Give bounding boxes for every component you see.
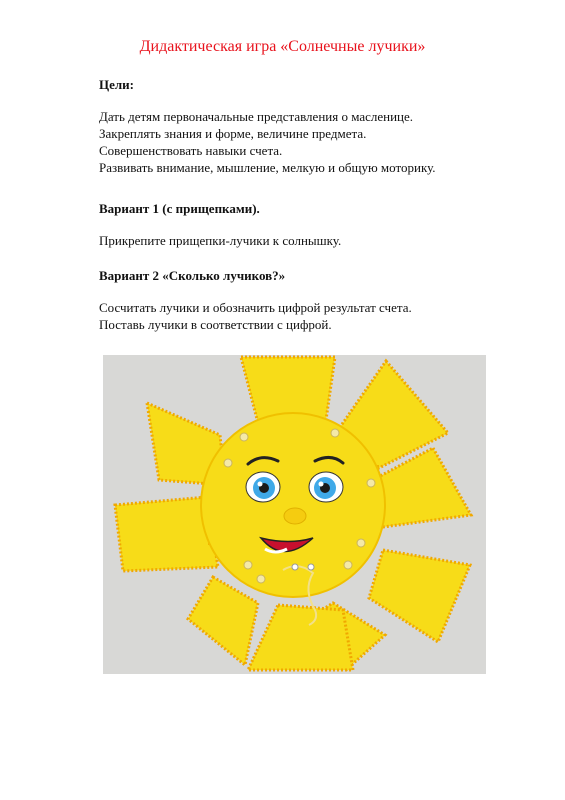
left-eye <box>246 472 280 502</box>
sun-ray <box>188 577 258 665</box>
sun-nose <box>284 508 306 524</box>
variant2-heading: Вариант 2 «Сколько лучиков?» <box>99 268 286 283</box>
variant1-heading: Вариант 1 (с прищепками). <box>99 201 260 216</box>
variant1-line: Прикрепите прищепки-лучики к солнышку. <box>99 233 342 248</box>
goals-list <box>99 108 436 176</box>
goal-line: Развивать внимание, мышление, мелкую и общую моторику. <box>99 160 436 175</box>
felt-sun-photo <box>103 355 486 674</box>
goal-line: Закреплять знания и форме, величине предмета. <box>99 126 367 141</box>
variant2-line: Сосчитать лучики и обозначить цифрой результат счета. <box>99 300 412 315</box>
page-title: Дидактическая игра «Солнечные лучики» <box>139 38 426 55</box>
sun-ray <box>248 605 353 670</box>
goal-line: Дать детям первоначальные представления о масленице. <box>99 109 414 124</box>
felt-sun-illustration <box>103 355 486 674</box>
variant1-text <box>99 232 341 249</box>
goal-line: Совершенствовать навыки счета. <box>99 143 283 158</box>
variant2-text <box>99 299 412 333</box>
sun-ray <box>369 550 470 642</box>
goals-heading: Цели: <box>99 77 134 92</box>
right-eye <box>309 472 343 502</box>
variant2-line: Поставь лучики в соответствии с цифрой. <box>99 317 332 332</box>
